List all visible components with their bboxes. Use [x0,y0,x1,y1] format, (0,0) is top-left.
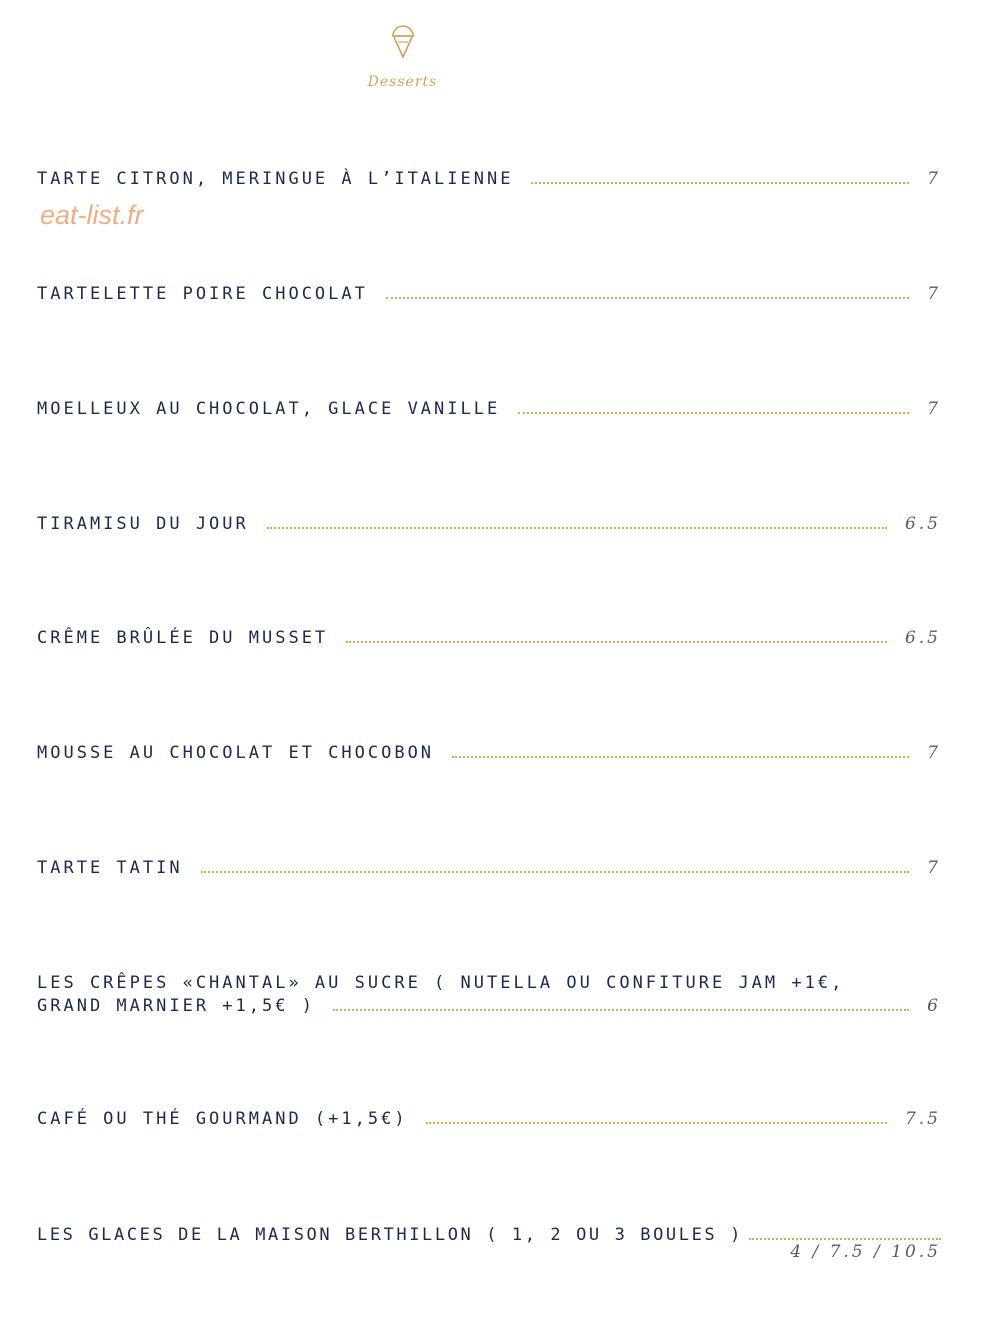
dotted-leader [267,527,887,529]
item-name: TARTELETTE POIRE CHOCOLAT [37,284,368,304]
item-price: 7 [927,399,941,419]
item-name: TARTE CITRON, MERINGUE À L’ITALIENNE [37,169,514,189]
item-price: 7 [927,284,941,304]
item-price: 6.5 [904,628,941,648]
menu-item [37,1224,941,1264]
item-price: 6.5 [904,514,941,534]
menu-item [37,398,941,421]
item-price: 6 [927,996,941,1016]
ice-cream-cone-icon [388,22,418,60]
section-header [340,22,465,90]
item-name: MOUSSE AU CHOCOLAT ET CHOCOBON [37,743,435,763]
dotted-leader [201,871,910,873]
item-name: TIRAMISU DU JOUR [37,514,249,534]
dotted-leader [452,756,909,758]
item-name: LES GLACES DE LA MAISON BERTHILLON ( 1, 2 OU 3 BOULES ) [37,1225,743,1245]
dotted-leader [531,182,909,184]
item-name: CRÊME BRÛLÉE DU MUSSET [37,628,329,648]
item-name-line1: LES CRÊPES «CHANTAL» AU SUCRE ( NUTELLA OU CONFITURE JAM +1€, [37,973,845,993]
item-name: TARTE TATIN [37,858,183,878]
item-name: MOELLEUX AU CHOCOLAT, GLACE VANILLE [37,399,501,419]
menu-item [37,1108,941,1131]
item-price: 7.5 [904,1109,941,1129]
dotted-leader [333,1009,909,1011]
watermark: eat-list.fr [40,200,144,230]
dotted-leader [386,297,909,299]
item-price: 7 [927,743,941,763]
dotted-leader [426,1122,887,1124]
menu-item [37,168,941,191]
menu-item [37,513,941,536]
dotted-leader [346,641,887,643]
item-name: CAFÉ OU THÉ GOURMAND (+1,5€) [37,1109,408,1129]
item-price: 7 [927,169,941,189]
item-price: 4 / 7.5 / 10.5 [790,1242,941,1262]
menu-item [37,972,941,1018]
menu-item [37,627,941,650]
menu-item [37,742,941,765]
item-price: 7 [927,858,941,878]
section-title: Desserts [367,74,438,90]
dotted-leader [518,412,909,414]
menu-item [37,283,941,306]
item-name-line2: GRAND MARNIER +1,5€ ) [37,996,315,1016]
menu-item [37,857,941,880]
dotted-leader [749,1238,941,1240]
